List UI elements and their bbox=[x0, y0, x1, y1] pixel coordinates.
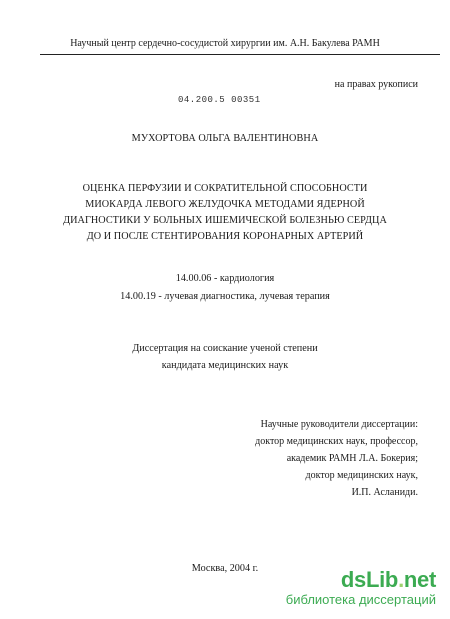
title-line: ДИАГНОСТИКИ У БОЛЬНЫХ ИШЕМИЧЕСКОЙ БОЛЕЗНЬЮ СЕРДЦА bbox=[63, 215, 387, 226]
title-line: ДО И ПОСЛЕ СТЕНТИРОВАНИЯ КОРОНАРНЫХ АРТЕРИЙ bbox=[86, 231, 364, 242]
city-year: Москва, 2004 г. bbox=[191, 563, 259, 574]
institution-header: Научный центр сердечно-сосудистой хирургии им. А.Н. Бакулева РАМН bbox=[70, 38, 380, 49]
supervisor-line: И.П. Асланиди. bbox=[351, 487, 418, 498]
logo-dot: . bbox=[398, 567, 404, 592]
degree-line: кандидата медицинских наук bbox=[161, 360, 289, 371]
header-divider bbox=[40, 54, 440, 55]
supervisor-line: доктор медицинских наук, профессор, bbox=[255, 436, 418, 447]
specialty-code-cardiology: 14.00.06 - кардиология bbox=[175, 273, 275, 284]
logo-tld: net bbox=[403, 567, 436, 592]
registration-number: 04.200.5 00351 bbox=[178, 95, 261, 105]
supervisors-block bbox=[255, 416, 418, 501]
watermark-logo bbox=[286, 568, 436, 592]
logo-main: dsLib bbox=[340, 567, 399, 592]
manuscript-note: на правах рукописи bbox=[334, 79, 418, 90]
title-line: ОЦЕНКА ПЕРФУЗИИ И СОКРАТИТЕЛЬНОЙ СПОСОБНОСТИ bbox=[82, 183, 368, 194]
supervisor-line: доктор медицинских наук, bbox=[305, 470, 418, 481]
author-name: МУХОРТОВА ОЛЬГА ВАЛЕНТИНОВНА bbox=[131, 133, 319, 144]
specialty-code-radiology: 14.00.19 - лучевая диагностика, лучевая терапия bbox=[120, 291, 330, 302]
watermark-subtitle: библиотека диссертаций bbox=[285, 592, 436, 607]
title-line: МИОКАРДА ЛЕВОГО ЖЕЛУДОЧКА МЕТОДАМИ ЯДЕРНОЙ bbox=[85, 199, 365, 210]
dissertation-title bbox=[0, 181, 450, 245]
supervisors-heading: Научные руководители диссертации: bbox=[260, 419, 418, 430]
supervisor-line: академик РАМН Л.А. Бокерия; bbox=[286, 453, 418, 464]
degree-line: Диссертация на соискание ученой степени bbox=[132, 343, 318, 354]
dslib-watermark[interactable] bbox=[286, 568, 436, 607]
